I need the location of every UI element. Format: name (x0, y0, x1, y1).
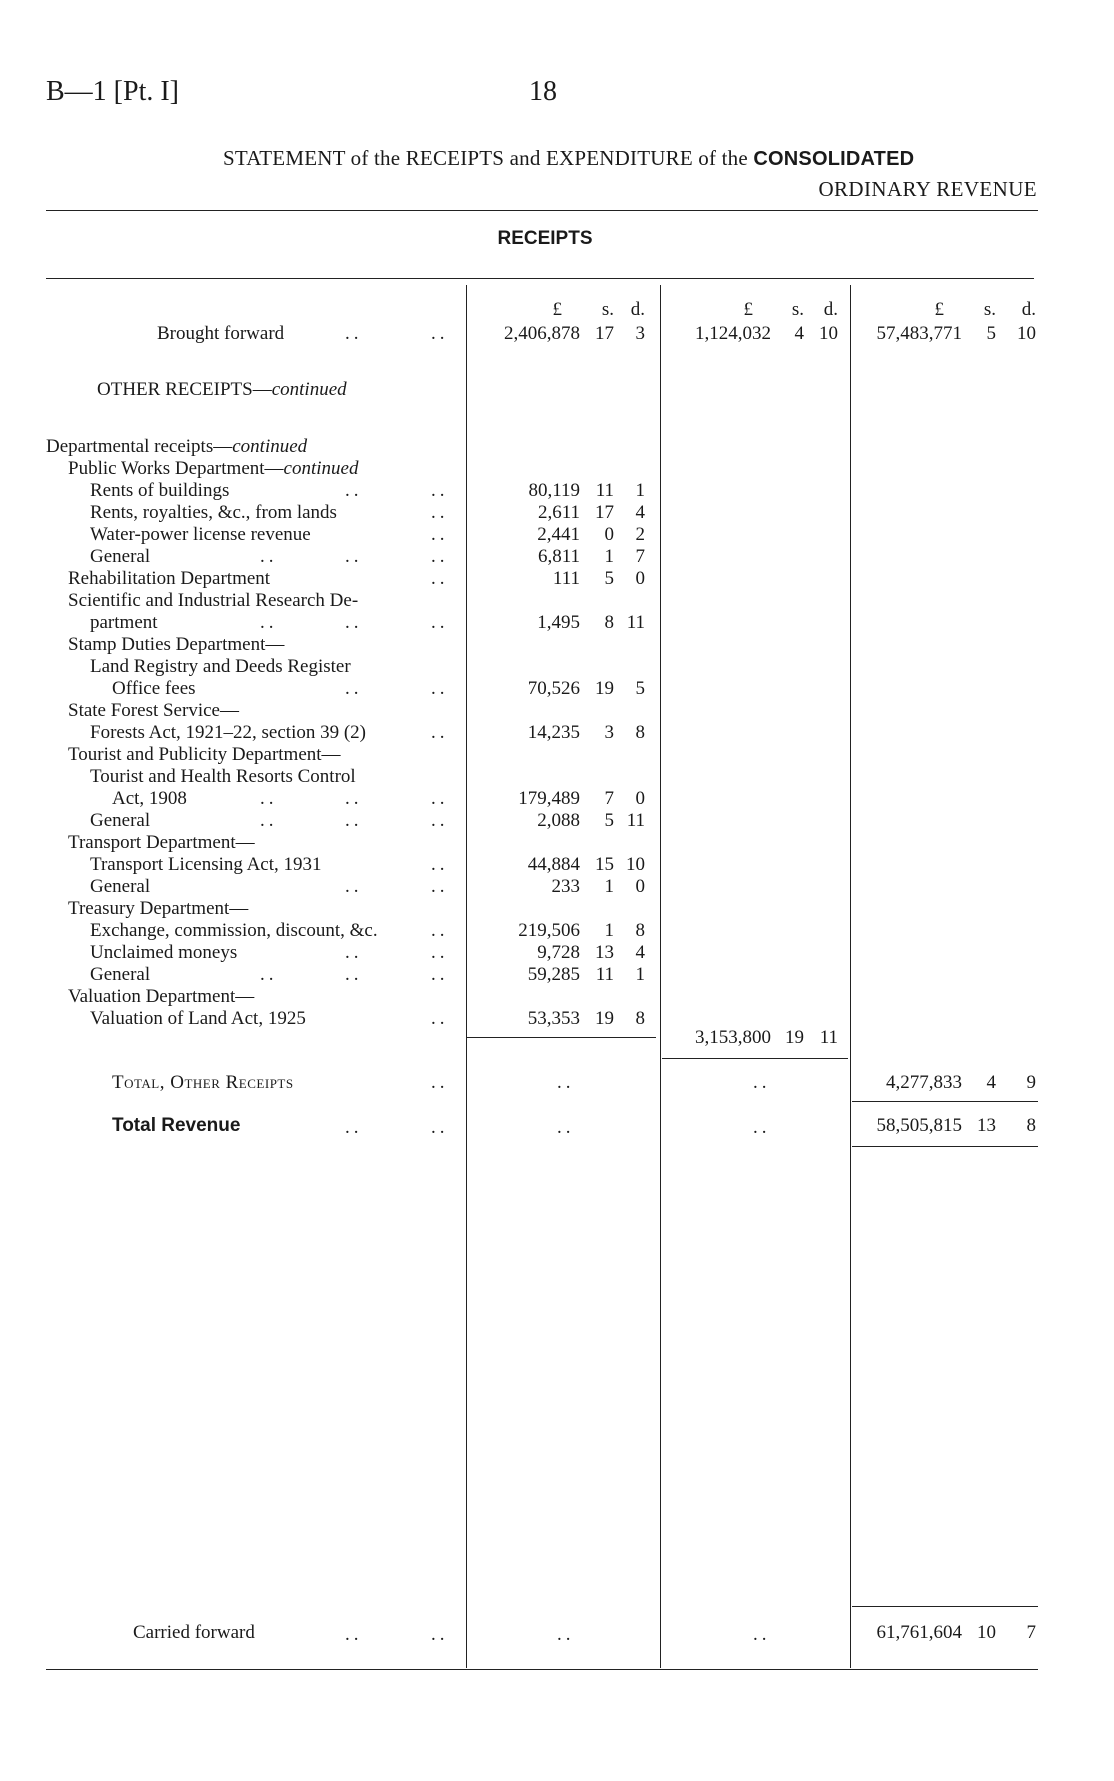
leader-dots: .. (431, 568, 449, 589)
row-label-text: General (90, 810, 151, 831)
subtotal-pounds: 3,153,800 (695, 1027, 771, 1048)
row-pence: 2 (635, 524, 645, 545)
row-label-text: Tourist and Health Resorts Control (90, 766, 356, 787)
row-label (90, 656, 351, 678)
row-shillings: 1 (604, 876, 614, 897)
row-label-italic: continued (283, 458, 359, 479)
row-shillings: 0 (604, 524, 614, 545)
row-shillings: 8 (604, 612, 614, 633)
pound-head: £ (743, 299, 753, 320)
row-label (112, 678, 196, 700)
row-label (90, 942, 237, 964)
leader-dots: .. (345, 942, 363, 963)
row-label-italic: continued (232, 436, 308, 457)
row-pounds: 70,526 (527, 678, 580, 699)
row-pounds: 2,611 (537, 502, 580, 523)
leader-dots: .. (345, 876, 363, 897)
row-pounds: 80,119 (528, 480, 580, 501)
leader-dots: .. (431, 323, 449, 344)
table-bottom-rule (46, 1669, 1038, 1670)
subtotal-shillings: 19 (785, 1027, 804, 1048)
other-receipts-heading (97, 379, 347, 401)
row-label (90, 612, 158, 634)
shilling-head: s. (791, 299, 804, 320)
leader-dots: .. (431, 1072, 449, 1093)
leader-dots: .. (345, 1117, 363, 1138)
row-label-text: Water-power license revenue (90, 524, 311, 545)
leader-dots: .. (345, 546, 363, 567)
row-label-text: Tourist and Publicity Department— (68, 744, 341, 765)
row-pence: 0 (635, 876, 645, 897)
heading-italic: continued (271, 379, 347, 400)
leader-dots: .. (345, 964, 363, 985)
row-pence: 1 (635, 480, 645, 501)
bf-col3-pence: 10 (1017, 323, 1036, 344)
bf-col1-pence: 3 (635, 323, 645, 344)
leader-dots: .. (345, 810, 363, 831)
row-label-text: Valuation of Land Act, 1925 (90, 1008, 306, 1029)
row-pounds: 2,441 (537, 524, 580, 545)
row-label (90, 722, 366, 744)
leader-dots: .. (431, 546, 449, 567)
row-label-text: Public Works Department— (68, 458, 284, 479)
row-label (68, 986, 254, 1008)
total-revenue-shillings: 13 (977, 1115, 996, 1136)
total-rule-1 (852, 1101, 1038, 1102)
row-shillings: 5 (604, 568, 614, 589)
pence-head: d. (823, 299, 838, 320)
bf-col2-shillings: 4 (794, 323, 804, 344)
row-pounds: 59,285 (527, 964, 580, 985)
row-pounds: 219,506 (518, 920, 580, 941)
row-label-text: Treasury Department— (68, 898, 249, 919)
leader-dots: .. (345, 1624, 363, 1645)
subtotal-rule-col2 (662, 1058, 848, 1059)
row-label (90, 920, 378, 942)
carried-forward-shillings: 10 (977, 1622, 996, 1643)
leader-dots: .. (557, 1624, 575, 1645)
row-label (90, 854, 322, 876)
leader-dots: .. (345, 480, 363, 501)
row-label-text: General (90, 964, 151, 985)
row-label (68, 458, 358, 480)
row-pence: 1 (635, 964, 645, 985)
shilling-head: s. (983, 299, 996, 320)
total-revenue-label: Total Revenue (112, 1115, 241, 1136)
row-pence: 5 (635, 678, 645, 699)
row-label-text: Land Registry and Deeds Register (90, 656, 351, 677)
row-label (90, 502, 337, 524)
row-pence: 8 (635, 920, 645, 941)
row-pounds: 233 (551, 876, 580, 897)
carried-forward-label: Carried forward (133, 1622, 255, 1643)
page-number: 18 (529, 76, 557, 107)
leader-dots: .. (260, 612, 278, 633)
row-shillings: 1 (604, 546, 614, 567)
leader-dots: .. (557, 1117, 575, 1138)
row-shillings: 15 (595, 854, 614, 875)
row-shillings: 11 (595, 964, 614, 985)
row-label (90, 964, 150, 986)
row-label-text: Transport Department— (68, 832, 255, 853)
row-label-text: Forests Act, 1921–22, section 39 (2) (90, 722, 367, 743)
row-shillings: 11 (595, 480, 614, 501)
total-rule-2 (852, 1146, 1038, 1147)
row-label-text: Act, 1908 (112, 788, 187, 809)
row-pence: 10 (626, 854, 645, 875)
row-pence: 0 (635, 568, 645, 589)
leader-dots: .. (345, 323, 363, 344)
row-pounds: 111 (552, 568, 580, 589)
row-pounds: 14,235 (527, 722, 580, 743)
pound-head: £ (552, 299, 562, 320)
leader-dots: .. (431, 942, 449, 963)
leader-dots: .. (431, 502, 449, 523)
row-label (68, 832, 255, 854)
total-revenue-pence: 8 (1026, 1115, 1036, 1136)
header-rule (46, 210, 1038, 211)
leader-dots: .. (260, 546, 278, 567)
row-pence: 0 (635, 788, 645, 809)
row-label-text: Scientific and Industrial Research De- (68, 590, 359, 611)
row-label-text: Rehabilitation Department (68, 568, 271, 589)
row-label-text: General (90, 546, 151, 567)
row-label (68, 634, 284, 656)
leader-dots: .. (431, 1624, 449, 1645)
row-label (90, 766, 356, 788)
row-label (68, 700, 239, 722)
heading-text: OTHER RECEIPTS— (97, 379, 272, 400)
leader-dots: .. (431, 788, 449, 809)
table-top-rule (46, 278, 1034, 279)
section-heading: RECEIPTS (497, 228, 593, 249)
column-rule-3 (850, 285, 851, 1668)
row-label-text: Valuation Department— (68, 986, 255, 1007)
leader-dots: .. (431, 612, 449, 633)
row-pence: 4 (635, 942, 645, 963)
leader-dots: .. (431, 1008, 449, 1029)
title-prefix: STATEMENT of the RECEIPTS and EXPENDITURE of the (223, 146, 748, 170)
row-label-text: Office fees (112, 678, 196, 699)
row-pence: 4 (635, 502, 645, 523)
row-pounds: 53,353 (527, 1008, 580, 1029)
carried-forward-pence: 7 (1026, 1622, 1036, 1643)
total-other-pounds: 4,277,833 (886, 1072, 962, 1093)
total-other-receipts-label: Total, Other Receipts (112, 1072, 294, 1093)
row-label-text: Exchange, commission, discount, &c. (90, 920, 378, 941)
row-label-text: State Forest Service— (68, 700, 239, 721)
bf-col2-pence: 10 (819, 323, 838, 344)
pence-head: d. (1021, 299, 1036, 320)
leader-dots: .. (431, 524, 449, 545)
column-rule-1 (466, 285, 467, 1668)
leader-dots: .. (431, 964, 449, 985)
row-pounds: 1,495 (537, 612, 580, 633)
subtotal-rule-col1 (466, 1037, 656, 1038)
row-label-text: Rents, royalties, &c., from lands (90, 502, 337, 523)
brought-forward-label: Brought forward (157, 323, 285, 344)
row-label (46, 436, 307, 458)
row-shillings: 13 (595, 942, 614, 963)
bf-col1-pounds: 2,406,878 (504, 323, 580, 344)
leader-dots: .. (260, 964, 278, 985)
bf-col2-pounds: 1,124,032 (695, 323, 771, 344)
pence-head: d. (630, 299, 645, 320)
total-other-shillings: 4 (986, 1072, 996, 1093)
leader-dots: .. (431, 854, 449, 875)
row-label (68, 744, 341, 766)
row-label (90, 810, 150, 832)
row-pence: 8 (635, 722, 645, 743)
subtotal-pence: 11 (819, 1027, 838, 1048)
row-label-text: Transport Licensing Act, 1931 (90, 854, 322, 875)
carried-forward-pounds: 61,761,604 (876, 1622, 962, 1643)
row-label-text: Departmental receipts— (46, 436, 233, 457)
bf-col1-shillings: 17 (595, 323, 614, 344)
leader-dots: .. (431, 920, 449, 941)
bf-col3-pounds: 57,483,771 (876, 323, 962, 344)
row-pence: 11 (626, 612, 645, 633)
row-shillings: 17 (595, 502, 614, 523)
row-shillings: 7 (604, 788, 614, 809)
row-shillings: 1 (604, 920, 614, 941)
row-pounds: 2,088 (537, 810, 580, 831)
row-label (90, 480, 229, 502)
row-shillings: 5 (604, 810, 614, 831)
document-reference: B—1 [Pt. I] (46, 76, 179, 107)
leader-dots: .. (557, 1072, 575, 1093)
leader-dots: .. (431, 722, 449, 743)
statement-title-line1 (223, 146, 914, 171)
leader-dots: .. (260, 788, 278, 809)
shilling-head: s. (601, 299, 614, 320)
title-bold: CONSOLIDATED (753, 148, 915, 170)
leader-dots: .. (345, 788, 363, 809)
row-pounds: 44,884 (527, 854, 580, 875)
carried-forward-rule (852, 1606, 1038, 1607)
row-label-text: partment (90, 612, 158, 633)
row-pence: 11 (626, 810, 645, 831)
row-shillings: 19 (595, 1008, 614, 1029)
row-pounds: 6,811 (537, 546, 580, 567)
leader-dots: .. (753, 1117, 771, 1138)
pound-head: £ (934, 299, 944, 320)
row-pence: 7 (635, 546, 645, 567)
row-pence: 8 (635, 1008, 645, 1029)
leader-dots: .. (345, 678, 363, 699)
row-label (68, 898, 248, 920)
statement-title-line2: ORDINARY REVENUE (818, 177, 1037, 201)
leader-dots: .. (260, 810, 278, 831)
row-label (112, 788, 187, 810)
bf-col3-shillings: 5 (986, 323, 996, 344)
row-label-text: Rents of buildings (90, 480, 230, 501)
leader-dots: .. (431, 810, 449, 831)
leader-dots: .. (345, 612, 363, 633)
row-label-text: Stamp Duties Department— (68, 634, 285, 655)
row-label-text: General (90, 876, 151, 897)
leader-dots: .. (753, 1624, 771, 1645)
row-label (90, 1008, 306, 1030)
row-label (68, 590, 358, 612)
row-label-text: Unclaimed moneys (90, 942, 238, 963)
row-shillings: 3 (604, 722, 614, 743)
row-pounds: 179,489 (518, 788, 580, 809)
leader-dots: .. (431, 480, 449, 501)
leader-dots: .. (753, 1072, 771, 1093)
leader-dots: .. (431, 678, 449, 699)
total-other-pence: 9 (1026, 1072, 1036, 1093)
row-label (90, 876, 150, 898)
row-label (90, 546, 150, 568)
total-revenue-pounds: 58,505,815 (876, 1115, 962, 1136)
row-label (90, 524, 311, 546)
row-label (68, 568, 270, 590)
row-pounds: 9,728 (537, 942, 580, 963)
row-shillings: 19 (595, 678, 614, 699)
column-rule-2 (660, 285, 661, 1668)
leader-dots: .. (431, 876, 449, 897)
leader-dots: .. (431, 1117, 449, 1138)
